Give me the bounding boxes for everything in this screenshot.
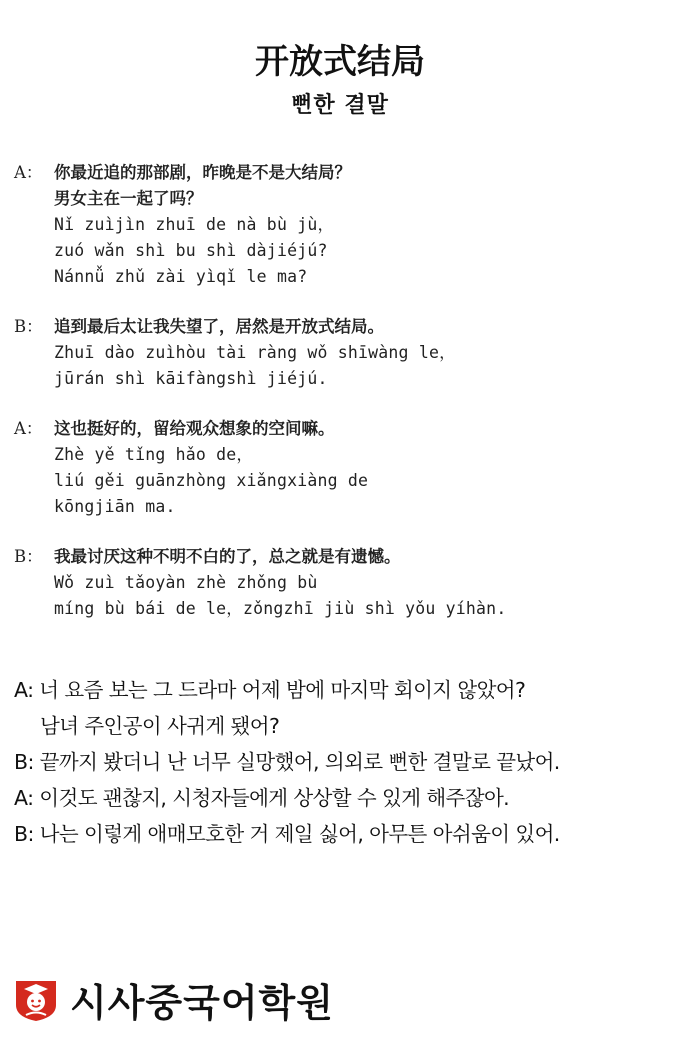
academy-logo: [12, 972, 334, 1026]
pinyin-line: zuó wǎn shì bu shì dàjiéjú?: [54, 241, 328, 260]
speaker-label: B：: [14, 317, 43, 336]
page-title-korean: 뻔한 결말: [291, 93, 389, 118]
pinyin-line: Zhè yě tǐng hǎo de，: [54, 445, 254, 464]
pinyin-line: liú gěi guānzhòng xiǎngxiàng de: [54, 471, 369, 490]
dialogue-turn: [14, 314, 664, 392]
translation-line: A: 너 요즘 보는 그 드라마 어제 밤에 마지막 회이지 않았어?: [14, 678, 526, 702]
translation-line: 남녀 주인공이 사귀게 됐어?: [40, 714, 280, 738]
dialogue-turn: [14, 160, 664, 290]
logo-text: 시사중국어학원: [70, 980, 334, 1025]
pinyin-line: míng bù bái de le，zǒngzhī jiù shì yǒu yíhàn.: [54, 599, 507, 618]
chinese-line: 你最近追的那部剧，昨晚是不是大结局？: [54, 163, 351, 182]
chinese-line: 追到最后太让我失望了，居然是开放式结局。: [54, 317, 384, 336]
pinyin-line: Zhuī dào zuìhòu tài ràng wǒ shīwàng le，: [54, 343, 456, 362]
korean-translation: [14, 672, 670, 852]
translation-line: B: 나는 이렇게 애매모호한 거 제일 싫어, 아무튼 아쉬움이 있어.: [14, 822, 560, 846]
dialogue-turn: [14, 544, 664, 622]
dialogue-turn: [14, 416, 664, 520]
mascot-logo-icon: [12, 975, 60, 1023]
pinyin-line: Nánnǚ zhǔ zài yìqǐ le ma?: [54, 267, 308, 286]
chinese-line: 我最讨厌这种不明不白的了，总之就是有遗憾。: [54, 547, 401, 566]
speaker-label: B：: [14, 547, 43, 566]
dialogue-section: [14, 160, 664, 622]
chinese-line: 这也挺好的，留给观众想象的空间嘛。: [54, 419, 335, 438]
pinyin-line: jūrán shì kāifàngshì jiéjú.: [54, 369, 328, 388]
pinyin-line: Wǒ zuì tǎoyàn zhè zhǒng bù: [54, 573, 318, 592]
chinese-line: 男女主在一起了吗？: [54, 189, 203, 208]
speaker-label: A：: [14, 419, 43, 438]
speaker-label: A：: [14, 163, 43, 182]
page-title-chinese: 开放式结局: [255, 42, 425, 82]
translation-line: B: 끝까지 봤더니 난 너무 실망했어, 의외로 뻔한 결말로 끝났어.: [14, 750, 560, 774]
translation-line: A: 이것도 괜찮지, 시청자들에게 상상할 수 있게 해주잖아.: [14, 786, 510, 810]
pinyin-line: Nǐ zuìjìn zhuī de nà bù jù，: [54, 215, 335, 234]
pinyin-line: kōngjiān ma.: [54, 497, 176, 516]
